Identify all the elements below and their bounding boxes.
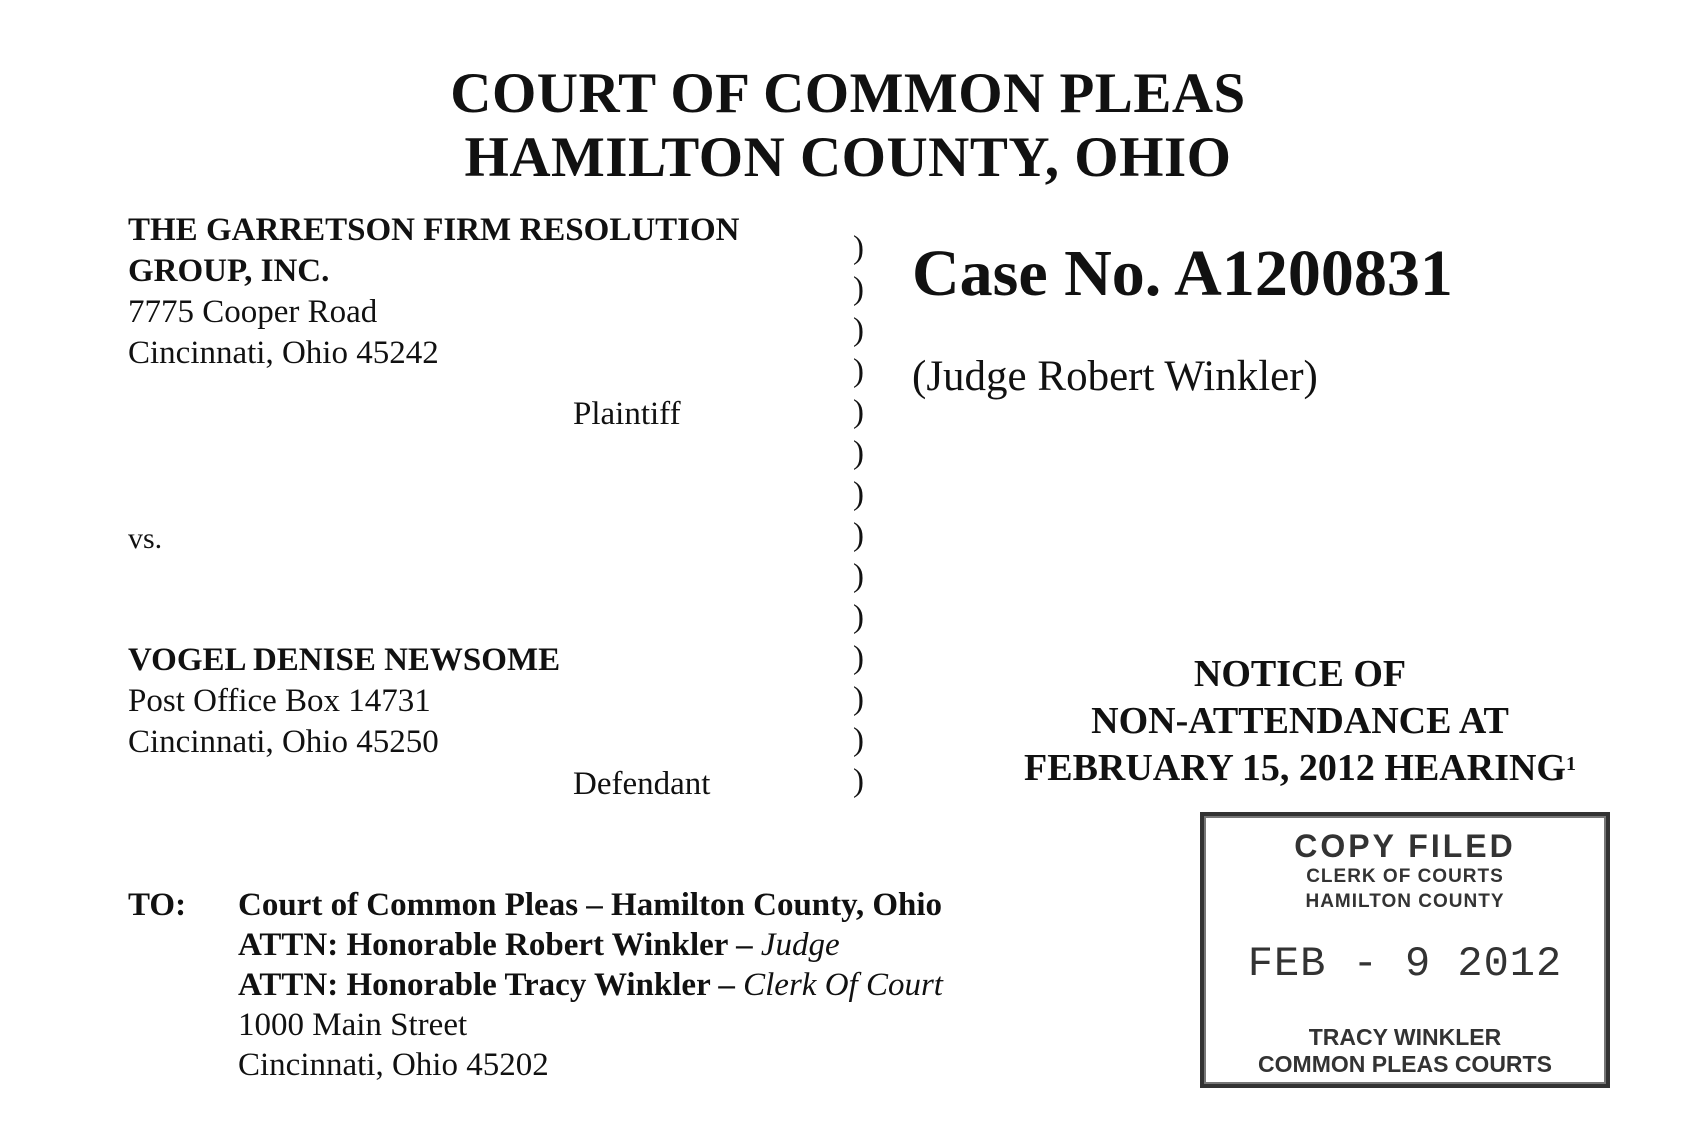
caption-paren: ) — [853, 599, 864, 635]
attn-clerk-name: ATTN: Honorable Tracy Winkler – — [238, 967, 744, 1003]
court-name: COURT OF COMMON PLEAS — [450, 62, 1246, 125]
caption-paren: ) — [853, 476, 864, 512]
filed-stamp — [1200, 812, 1610, 1088]
notice-title — [960, 651, 1640, 792]
defendant-block — [128, 640, 560, 763]
court-county: HAMILTON COUNTY, OHIO — [464, 126, 1232, 189]
plaintiff-name-line2: GROUP, INC. — [128, 253, 330, 289]
caption-paren: ) — [853, 517, 864, 553]
caption-paren: ) — [853, 435, 864, 471]
assigned-judge: (Judge Robert Winkler) — [912, 353, 1318, 400]
to-label: TO: — [128, 887, 187, 923]
versus-label: vs. — [128, 522, 163, 555]
addressee-street: 1000 Main Street — [238, 1007, 468, 1043]
notice-title-line1: NOTICE OF — [1193, 653, 1407, 695]
stamp-court: COMMON PLEAS COURTS — [1258, 1051, 1552, 1077]
attn-clerk-title: Clerk Of Court — [743, 967, 943, 1003]
plaintiff-address-line1: 7775 Cooper Road — [128, 294, 378, 330]
caption-paren: ) — [853, 681, 864, 717]
caption-paren: ) — [853, 722, 864, 758]
caption-parentheses — [853, 228, 864, 802]
addressee-attn-clerk — [238, 965, 943, 1005]
addressee-court: Court of Common Pleas – Hamilton County, Ohio — [238, 887, 943, 923]
caption-paren: ) — [853, 353, 864, 389]
caption-paren: ) — [853, 558, 864, 594]
caption-paren: ) — [853, 640, 864, 676]
caption-paren: ) — [853, 763, 864, 799]
attn-judge-title: Judge — [760, 927, 840, 963]
stamp-title: COPY FILED — [1294, 828, 1516, 864]
defendant-address-line1: Post Office Box 14731 — [128, 683, 431, 719]
stamp-clerk: CLERK OF COURTS — [1306, 866, 1504, 887]
attn-judge-name: ATTN: Honorable Robert Winkler – — [238, 927, 761, 963]
court-heading — [0, 62, 1696, 190]
plaintiff-name-line1: THE GARRETSON FIRM RESOLUTION — [128, 212, 740, 248]
addressee-attn-judge — [238, 925, 943, 965]
stamp-date: FEB - 9 2012 — [1247, 940, 1563, 988]
case-number: Case No. A1200831 — [912, 237, 1453, 310]
addressee-lines — [238, 885, 943, 1085]
notice-title-line3 — [960, 745, 1640, 792]
stamp-clerk-name: TRACY WINKLER — [1308, 1024, 1502, 1050]
addressee-city: Cincinnati, Ohio 45202 — [238, 1047, 549, 1083]
caption-paren: ) — [853, 230, 864, 266]
notice-title-line3-text: FEBRUARY 15, 2012 HEARING — [1024, 747, 1566, 789]
caption-paren: ) — [853, 394, 864, 430]
defendant-name: VOGEL DENISE NEWSOME — [128, 642, 561, 678]
stamp-county: HAMILTON COUNTY — [1305, 891, 1505, 912]
caption-paren: ) — [853, 312, 864, 348]
caption-paren: ) — [853, 271, 864, 307]
plaintiff-block — [128, 210, 740, 374]
notice-title-line2: NON-ATTENDANCE AT — [1091, 700, 1509, 742]
footnote-mark: 1 — [1565, 753, 1576, 775]
defendant-role: Defendant — [573, 766, 711, 802]
defendant-address-line2: Cincinnati, Ohio 45250 — [128, 724, 439, 760]
plaintiff-address-line2: Cincinnati, Ohio 45242 — [128, 335, 439, 371]
plaintiff-role: Plaintiff — [573, 396, 681, 432]
